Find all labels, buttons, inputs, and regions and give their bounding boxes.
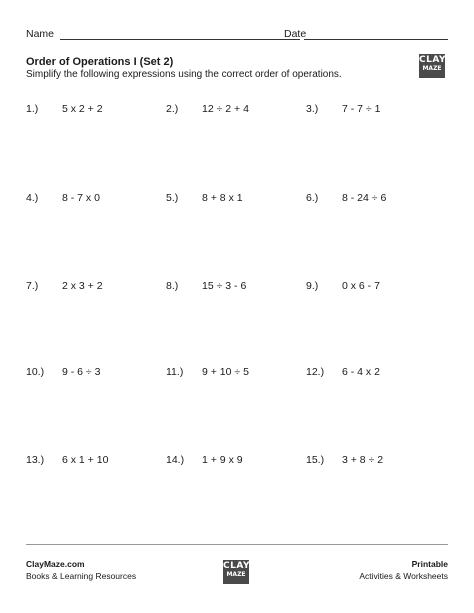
problem-number: 14.) [166,454,185,466]
name-field[interactable] [60,39,300,40]
problem-item [166,280,246,292]
claymaze-footer-logo [223,560,249,584]
problem-expression: 5 x 2 + 2 [62,103,103,115]
problem-number: 7.) [26,280,39,292]
worksheet-instructions: Simplify the following expressions using the correct order of operations. [26,69,342,80]
problem-item [166,454,243,466]
problem-expression: 6 - 4 x 2 [342,366,380,378]
logo-text-top: CLAY [223,561,250,571]
problem-item [306,454,383,466]
problem-number: 3.) [306,103,319,115]
problem-number: 15.) [306,454,325,466]
footer-right [359,558,448,582]
problem-item [306,280,380,292]
footer-printable-label: Printable [411,559,448,569]
problem-item [166,103,249,115]
footer-left [26,558,136,582]
problem-expression: 2 x 3 + 2 [62,280,103,292]
problem-item [26,366,100,378]
problem-expression: 3 + 8 ÷ 2 [342,454,384,466]
problem-number: 8.) [166,280,179,292]
footer-tagline-right: Activities & Worksheets [359,571,448,581]
problem-expression: 0 x 6 - 7 [342,280,380,292]
problem-number: 2.) [166,103,179,115]
problem-expression: 12 ÷ 2 + 4 [202,103,249,115]
problem-number: 4.) [26,192,39,204]
problem-number: 6.) [306,192,319,204]
problem-number: 12.) [306,366,325,378]
logo-text-top: CLAY [419,55,446,65]
name-date-row [26,28,448,42]
date-field[interactable] [304,39,448,40]
problem-expression: 7 - 7 ÷ 1 [342,103,381,115]
problem-expression: 8 - 7 x 0 [62,192,100,204]
problem-expression: 9 + 10 ÷ 5 [202,366,249,378]
footer-divider [26,544,448,545]
name-label: Name [26,28,55,40]
problem-item [26,103,103,115]
problem-item [306,366,380,378]
problem-expression: 1 + 9 x 9 [202,454,243,466]
problem-item [26,454,108,466]
problem-expression: 6 x 1 + 10 [62,454,109,466]
worksheet-title: Order of Operations I (Set 2) [26,56,174,68]
problem-expression: 8 + 8 x 1 [202,192,243,204]
footer-tagline-left: Books & Learning Resources [26,571,137,581]
date-label: Date [284,28,307,40]
problem-number: 5.) [166,192,179,204]
footer-site-name: ClayMaze.com [26,559,85,569]
problem-item [306,103,380,115]
problem-item [306,192,386,204]
problem-number: 10.) [26,366,45,378]
problem-number: 11.) [166,366,184,378]
problem-item [26,280,103,292]
problem-expression: 8 - 24 ÷ 6 [342,192,387,204]
problem-expression: 9 - 6 ÷ 3 [62,366,101,378]
problem-item [26,192,100,204]
problem-number: 9.) [306,280,319,292]
problem-item [166,192,243,204]
problem-number: 13.) [26,454,45,466]
problem-number: 1.) [26,103,39,115]
problem-item [166,366,249,378]
logo-text-bottom: MAZE [226,571,246,578]
problem-expression: 15 ÷ 3 - 6 [202,280,247,292]
logo-text-bottom: MAZE [422,65,442,72]
claymaze-logo [419,54,445,78]
